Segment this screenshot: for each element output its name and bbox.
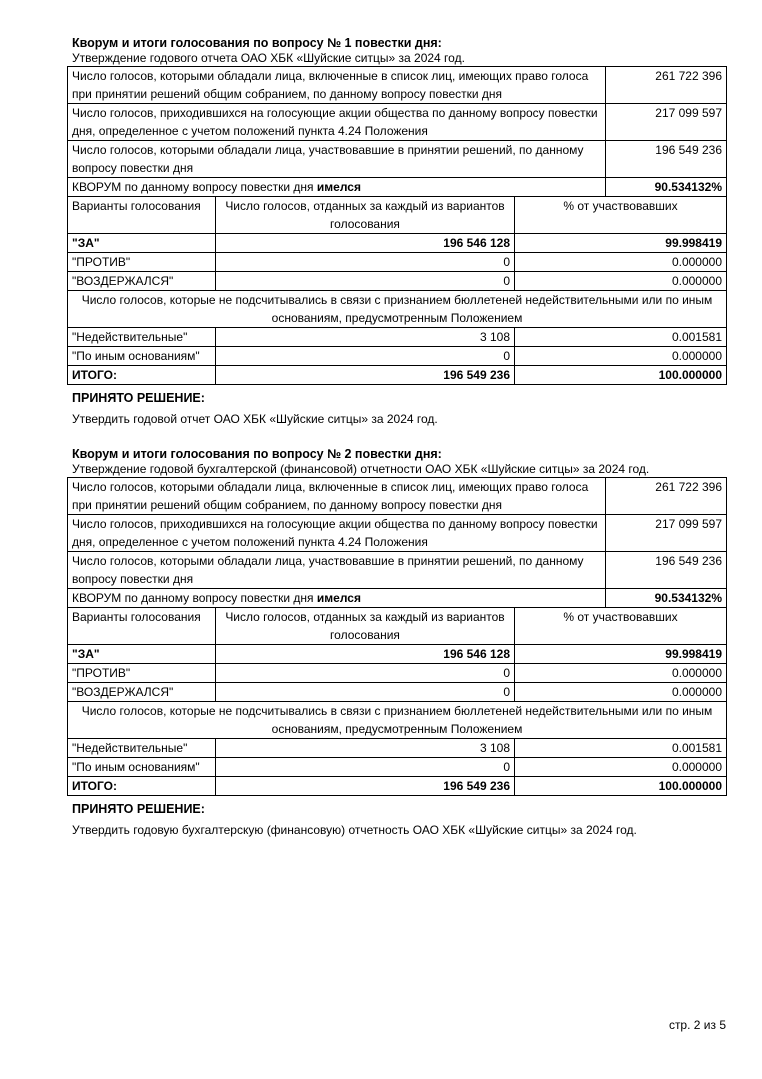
total-percent: 100.000000 [515, 366, 727, 385]
header-count: Число голосов, отданных за каждый из вариантов голосования [216, 608, 515, 645]
quorum-label-cell [68, 589, 606, 608]
quorum-status: имелся [316, 591, 361, 605]
voting-section [67, 447, 726, 838]
quorum-row-value: 196 549 236 [606, 552, 727, 589]
voting-section [67, 36, 726, 427]
quorum-row [68, 515, 727, 552]
vote-count: 196 546 128 [216, 234, 515, 253]
vote-option: "ПРОТИВ" [68, 253, 216, 272]
not-counted-row [68, 328, 727, 347]
votes-table [67, 197, 727, 385]
vote-percent: 0.000000 [515, 683, 727, 702]
total-percent: 100.000000 [515, 777, 727, 796]
header-options: Варианты голосования [68, 197, 216, 234]
quorum-row-label: Число голосов, приходившихся на голосующие акции общества по данному вопросу повестки дня, определенное с учетом положений пункта 4.24 Положения [68, 104, 606, 141]
quorum-row-value: 196 549 236 [606, 141, 727, 178]
total-label: ИТОГО: [68, 366, 216, 385]
votes-table [67, 608, 727, 796]
header-percent: % от участвовавших [515, 197, 727, 234]
quorum-status: имелся [316, 180, 361, 194]
decision-text: Утвердить годовой отчет ОАО ХБК «Шуйские ситцы» за 2024 год. [72, 412, 438, 426]
not-counted-option: "Недействительные" [68, 328, 216, 347]
quorum-row [68, 478, 727, 515]
not-counted-option: "Недействительные" [68, 739, 216, 758]
quorum-row [68, 104, 727, 141]
quorum-row-label: Число голосов, приходившихся на голосующие акции общества по данному вопросу повестки дня, определенное с учетом положений пункта 4.24 Положения [68, 515, 606, 552]
not-counted-count: 0 [216, 347, 515, 366]
quorum-label-cell [68, 178, 606, 197]
total-row [68, 777, 727, 796]
not-counted-percent: 0.000000 [515, 347, 727, 366]
sections-container [67, 36, 726, 838]
total-label: ИТОГО: [68, 777, 216, 796]
document-page [67, 36, 726, 858]
not-counted-row [68, 347, 727, 366]
vote-percent: 0.000000 [515, 272, 727, 291]
quorum-row-value: 217 099 597 [606, 515, 727, 552]
vote-percent: 99.998419 [515, 645, 727, 664]
quorum-row [68, 141, 727, 178]
quorum-row-label: Число голосов, которыми обладали лица, включенные в список лиц, имеющих право голоса при принятии решений общим собранием, по данному вопросу повестки дня [68, 67, 606, 104]
vote-row [68, 253, 727, 272]
quorum-row-label: Число голосов, которыми обладали лица, участвовавшие в принятии решений, по данному вопросу повестки дня [68, 552, 606, 589]
quorum-row-label: Число голосов, которыми обладали лица, включенные в список лиц, имеющих право голоса при принятии решений общим собранием, по данному вопросу повестки дня [68, 478, 606, 515]
decision-heading: ПРИНЯТО РЕШЕНИЕ: [72, 391, 205, 405]
vote-row [68, 683, 727, 702]
not-counted-count: 0 [216, 758, 515, 777]
vote-option: "ПРОТИВ" [68, 664, 216, 683]
quorum-row [68, 552, 727, 589]
decision-heading: ПРИНЯТО РЕШЕНИЕ: [72, 802, 205, 816]
page-number: стр. 2 из 5 [668, 1018, 726, 1032]
not-counted-row [68, 739, 727, 758]
vote-count: 196 546 128 [216, 645, 515, 664]
vote-count: 0 [216, 683, 515, 702]
quorum-summary-row [68, 589, 727, 608]
decision-text: Утвердить годовую бухгалтерскую (финансовую) отчетность ОАО ХБК «Шуйские ситцы» за 2024 год. [72, 823, 637, 837]
header-count: Число голосов, отданных за каждый из вариантов голосования [216, 197, 515, 234]
not-counted-label: Число голосов, которые не подсчитывались в связи с признанием бюллетеней недействительными или по иным основаниям, предусмотренным Положением [68, 291, 727, 328]
vote-count: 0 [216, 253, 515, 272]
vote-count: 0 [216, 272, 515, 291]
quorum-row-value: 217 099 597 [606, 104, 727, 141]
quorum-table [67, 477, 727, 608]
quorum-row [68, 67, 727, 104]
section-title: Кворум и итоги голосования по вопросу № 1 повестки дня: [72, 36, 442, 50]
section-title: Кворум и итоги голосования по вопросу № 2 повестки дня: [72, 447, 442, 461]
votes-header-row [68, 197, 727, 234]
votes-header-row [68, 608, 727, 645]
quorum-row-value: 261 722 396 [606, 67, 727, 104]
not-counted-percent: 0.000000 [515, 758, 727, 777]
quorum-value: 90.534132% [606, 589, 727, 608]
section-subtitle: Утверждение годовой бухгалтерской (финансовой) отчетности ОАО ХБК «Шуйские ситцы» за 2024 год. [72, 462, 650, 476]
quorum-row-value: 261 722 396 [606, 478, 727, 515]
not-counted-option: "По иным основаниям" [68, 758, 216, 777]
quorum-table [67, 66, 727, 197]
not-counted-option: "По иным основаниям" [68, 347, 216, 366]
vote-option: "ЗА" [68, 234, 216, 253]
quorum-label: КВОРУМ по данному вопросу повестки дня [72, 180, 314, 194]
not-counted-percent: 0.001581 [515, 739, 727, 758]
vote-option: "ВОЗДЕРЖАЛСЯ" [68, 683, 216, 702]
not-counted-percent: 0.001581 [515, 328, 727, 347]
quorum-value: 90.534132% [606, 178, 727, 197]
vote-option: "ЗА" [68, 645, 216, 664]
vote-option: "ВОЗДЕРЖАЛСЯ" [68, 272, 216, 291]
header-percent: % от участвовавших [515, 608, 727, 645]
section-subtitle: Утверждение годового отчета ОАО ХБК «Шуйские ситцы» за 2024 год. [72, 51, 465, 65]
not-counted-count: 3 108 [216, 739, 515, 758]
vote-percent: 0.000000 [515, 253, 727, 272]
total-count: 196 549 236 [216, 777, 515, 796]
vote-count: 0 [216, 664, 515, 683]
vote-row [68, 664, 727, 683]
not-counted-label: Число голосов, которые не подсчитывались в связи с признанием бюллетеней недействительными или по иным основаниям, предусмотренным Положением [68, 702, 727, 739]
not-counted-label-row [68, 702, 727, 739]
total-row [68, 366, 727, 385]
quorum-label: КВОРУМ по данному вопросу повестки дня [72, 591, 314, 605]
not-counted-row [68, 758, 727, 777]
not-counted-count: 3 108 [216, 328, 515, 347]
vote-row [68, 234, 727, 253]
total-count: 196 549 236 [216, 366, 515, 385]
vote-row [68, 272, 727, 291]
quorum-summary-row [68, 178, 727, 197]
not-counted-label-row [68, 291, 727, 328]
vote-percent: 0.000000 [515, 664, 727, 683]
quorum-row-label: Число голосов, которыми обладали лица, участвовавшие в принятии решений, по данному вопросу повестки дня [68, 141, 606, 178]
vote-row [68, 645, 727, 664]
header-options: Варианты голосования [68, 608, 216, 645]
vote-percent: 99.998419 [515, 234, 727, 253]
